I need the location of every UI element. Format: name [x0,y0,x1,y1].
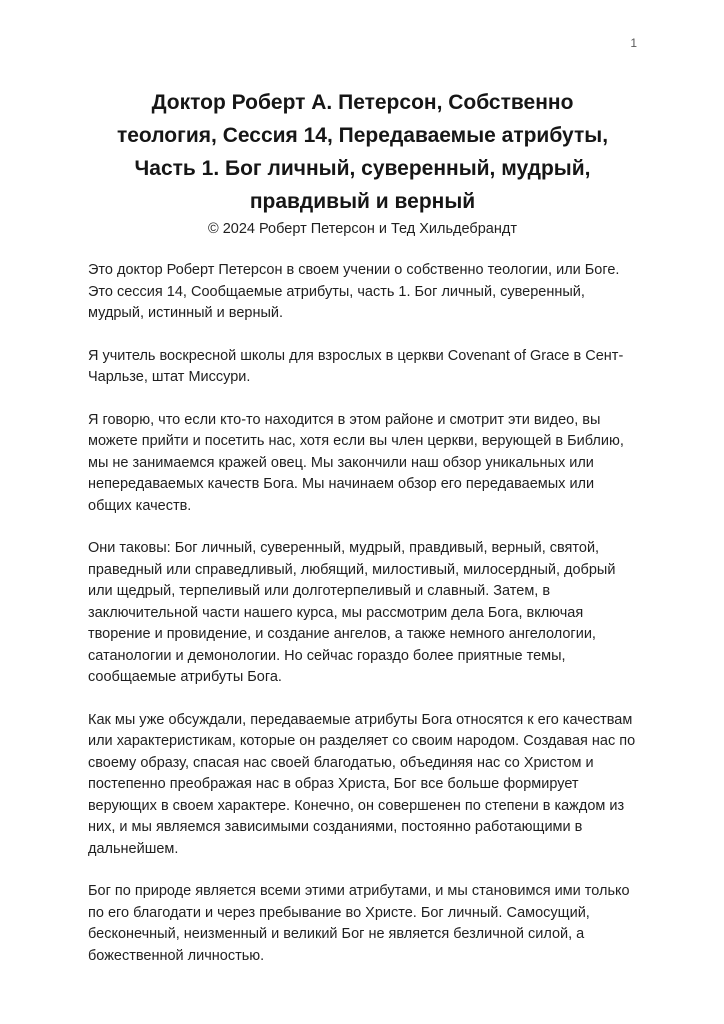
title-line-2: теология, Сессия 14, Передаваемые атрибуты, [116,124,609,147]
document-title [88,86,637,218]
body-paragraph-5: Как мы уже обсуждали, передаваемые атрибуты Бога относятся к его качествам или характеристикам, которые он разделяет со своим народом. Создавая нас по своему образу, спасая нас своей благодатью, объединяя нас со Христом и постепенно преображая нас в образ Христа, Бог все больше формирует верующих в своем характере. Конечно, он совершенен по степени в каждом из них, и мы являемся зависимыми созданиями, постоянно работающими в дальнейшем. [88,711,636,857]
document-body [88,260,637,967]
title-line-1: Доктор Роберт А. Петерсон, Собственно [151,91,574,114]
body-paragraph-2: Я учитель воскресной школы для взрослых в церкви Covenant of Grace в Сент-Чарльзе, штат Миссури. [88,347,624,385]
title-line-3: Часть 1. Бог личный, суверенный, мудрый, [134,157,591,180]
page-number: 1 [630,36,637,50]
body-paragraph-3: Я говорю, что если кто-то находится в этом районе и смотрит эти видео, вы можете прийти и посетить нас, хотя если вы член церкви, верующей в Библию, мы не занимаемся кражей овец. Мы закончили наш обзор уникальных или непередаваемых качеств Бога. Мы начинаем обзор его передаваемых или общих качеств. [88,411,624,514]
copyright-line: © 2024 Роберт Петерсон и Тед Хильдебрандт [208,221,517,237]
body-paragraph-4: Они таковы: Бог личный, суверенный, мудрый, правдивый, верный, святой, праведный или справедливый, любящий, милостивый, милосердный, добрый или щедрый, терпеливый или долготерпеливый и славный. Затем, в заключительной части нашего курса, мы рассмотрим дела Бога, включая творение и провидение, и создание ангелов, а также немного ангелологии, сатанологии и демонологии. Но сейчас гораздо более приятные темы, сообщаемые атрибуты Бога. [88,540,616,685]
body-paragraph-6: Бог по природе является всеми этими атрибутами, и мы становимся ими только по его благодати и через пребывание во Христе. Бог личный. Самосущий, бесконечный, неизменный и великий Бог не является безличной силой, а божественной личностью. [88,883,630,964]
body-paragraph-1: Это доктор Роберт Петерсон в своем учении о собственно теологии, или Боге. Это сессия 14, Сообщаемые атрибуты, часть 1. Бог личный, суверенный, мудрый, истинный и верный. [88,262,620,321]
title-line-4: правдивый и верный [249,190,476,213]
